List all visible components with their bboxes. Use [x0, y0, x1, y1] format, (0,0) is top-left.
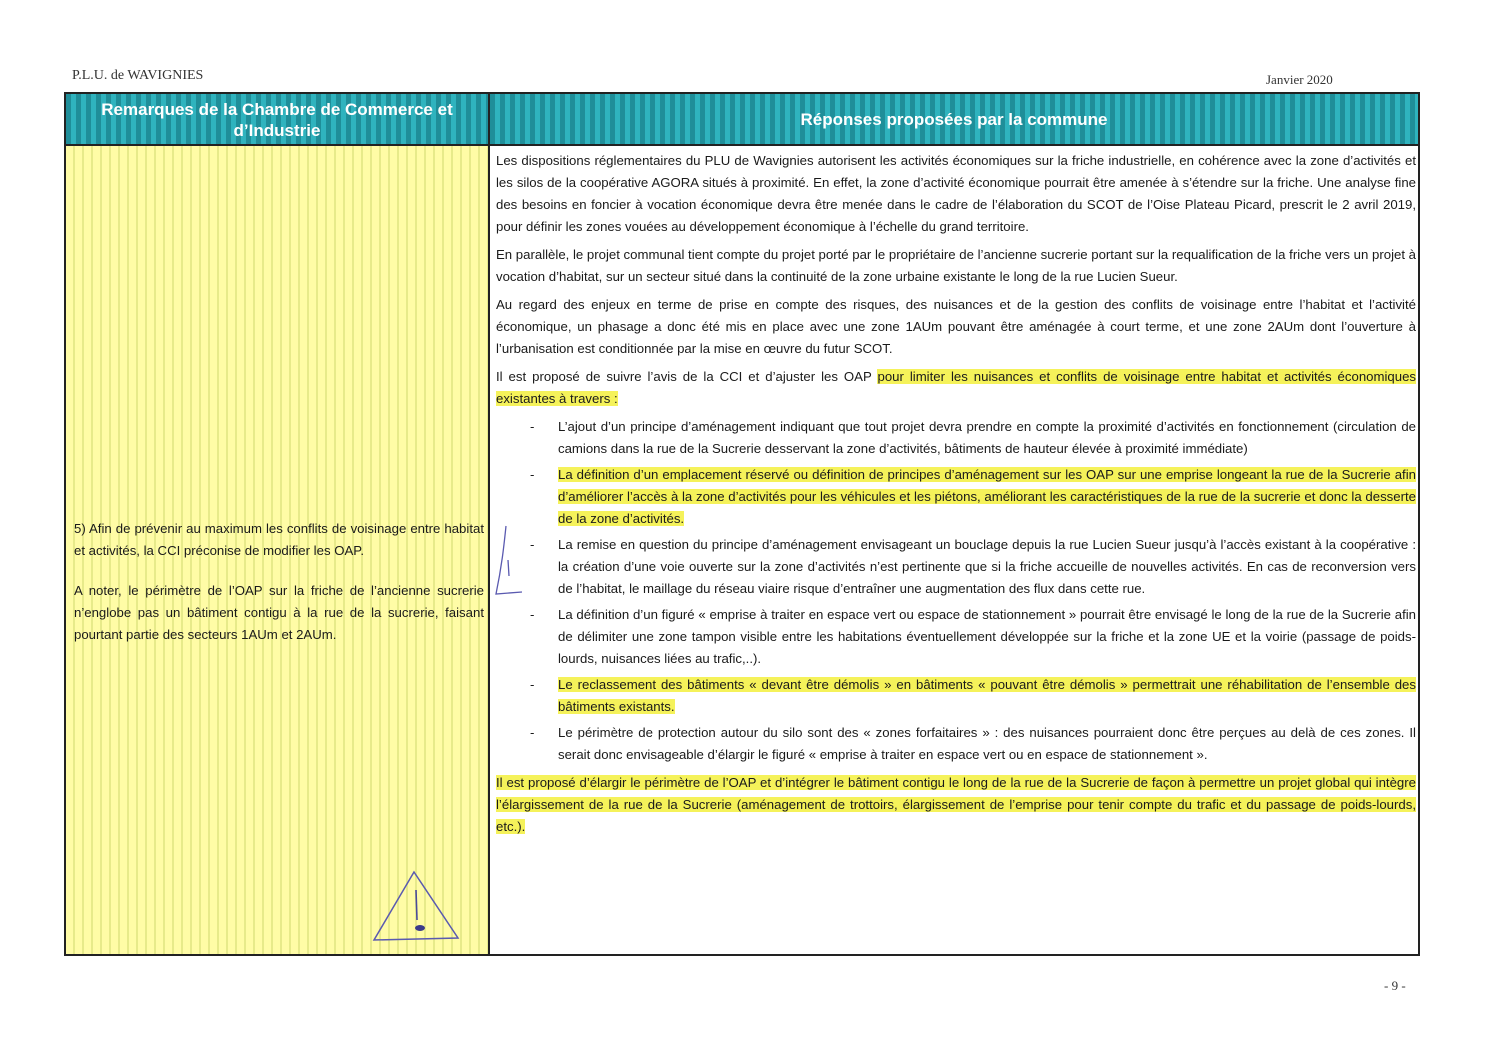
list-item: - Le périmètre de protection autour du silo sont des « zones forfaitaires » : des nuisances pourraient donc être perçues au delà de ces zones. Il serait donc envisageable d’élargir le figuré « emprise à traiter en espace vert ou en espace de stationnement ».: [496, 722, 1416, 766]
list-item: - La définition d’un figuré « emprise à traiter en espace vert ou espace de stationnement » pourrait être envisagé le long de la rue de la Sucrerie afin de délimiter une zone tampon visible entre les habitations éventuellement développée sur la friche et la zone UE et la voirie (passage de poids-lourds, nuisances liées au trafic,..).: [496, 604, 1416, 670]
document-header-date: Janvier 2020: [1266, 72, 1333, 87]
response-paragraph-5: Il est proposé d’élargir le périmètre de l’OAP et d’intégrer le bâtiment contigu le long de la rue de la Sucrerie de façon à permettre un projet global qui intègre l’élargissement de la rue de la Sucrerie (aménagement de trottoirs, élargissement de l’emprise pour tenir compte du trafic et du passage de poids-lourds, etc.).: [496, 775, 1416, 834]
commune-responses-cell: [490, 146, 1418, 954]
cci-remarks-text: [74, 518, 484, 664]
left-header-line2: d’Industrie: [233, 121, 321, 140]
response-p4-highlight: pour limiter les nuisances et conflits de voisinage entre habitat et activités économiques existantes à travers :: [496, 369, 1416, 406]
response-p4-plain: Il est proposé de suivre l’avis de la CCI et d’ajuster les OAP: [496, 369, 878, 384]
left-header-line1: Remarques de la Chambre de Commerce et: [101, 100, 453, 119]
warning-triangle-icon: [366, 868, 466, 948]
right-column-header: Réponses proposées par la commune: [490, 94, 1418, 146]
list-item: - La remise en question du principe d’aménagement envisageant un bouclage depuis la rue Lucien Sueur jusqu’à l’accès existant à la coopérative : la création d’une voie ouverte sur la zone d’activités n’est pertinente que si la friche accueille de nouvelles activités. En cas de reconversion vers de l’habitat, le maillage du réseau viaire risque d’entraîner une augmentation des flux dans cette rue.: [496, 534, 1416, 600]
page-number: - 9 -: [1384, 978, 1406, 993]
left-column-header: [66, 94, 490, 146]
response-paragraph-4: [496, 366, 1416, 410]
document-header-left: P.L.U. de WAVIGNIES: [72, 68, 204, 83]
cci-remark-5: 5) Afin de prévenir au maximum les conflits de voisinage entre habitat et activités, la CCI préconise de modifier les OAP.: [74, 521, 484, 558]
pen-mark-icon: [486, 520, 526, 600]
proposal-list: [496, 416, 1416, 766]
list-item: - Le reclassement des bâtiments « devant être démolis » en bâtiments « pouvant être démolis » permettrait une réhabilitation de l’ensemble des bâtiments existants.: [496, 674, 1416, 718]
response-paragraph-1: Les dispositions réglementaires du PLU de Wavignies autorisent les activités économiques sur la friche industrielle, en cohérence avec la zone d’activités et les silos de la coopérative AGORA situés à proximité. En effet, la zone d’activité économique pourrait être amenée à s’étendre sur la friche. Une analyse fine des besoins en foncier à vocation économique devra être menée dans le cadre de l’élaboration du SCOT de l’Oise Plateau Picard, prescrit le 2 avril 2019, pour définir les zones vouées au développement économique à l’échelle du grand territoire.: [496, 153, 1416, 234]
commune-responses-text: [496, 150, 1416, 844]
response-paragraph-2: En parallèle, le projet communal tient compte du projet porté par le propriétaire de l’ancienne sucrerie portant sur la requalification de la friche vers un projet à vocation d’habitat, sur un secteur situé dans la continuité de la zone urbaine existante le long de la rue Lucien Sueur.: [496, 247, 1416, 284]
list-item: - L’ajout d’un principe d’aménagement indiquant que tout projet devra prendre en compte la proximité d’activités en fonctionnement (circulation de camions dans la rue de la Sucrerie desservant la zone d’activités, bâtiments de hauteur élevée à proximité immédiate): [496, 416, 1416, 460]
response-paragraph-3: Au regard des enjeux en terme de prise en compte des risques, des nuisances et de la gestion des conflits de voisinage entre l’habitat et l’activité économique, un phasage a donc été mis en place avec une zone 1AUm pouvant être aménagée à court terme, et une zone 2AUm dont l’ouverture à l’urbanisation est conditionnée par la mise en œuvre du futur SCOT.: [496, 297, 1416, 356]
response-table: [64, 92, 1420, 956]
cci-remarks-cell: [66, 146, 490, 954]
list-item: - La définition d’un emplacement réservé ou définition de principes d’aménagement sur les OAP sur une emprise longeant la rue de la Sucrerie afin d’améliorer l’accès à la zone d’activités pour les véhicules et les piétons, améliorant les caractéristiques de la rue de la sucrerie et donc la desserte de la zone d’activités.: [496, 464, 1416, 530]
cci-remark-note: A noter, le périmètre de l’OAP sur la friche de l’ancienne sucrerie n’englobe pas un bâtiment contigu à la rue de la sucrerie, faisant pourtant partie des secteurs 1AUm et 2AUm.: [74, 583, 484, 642]
